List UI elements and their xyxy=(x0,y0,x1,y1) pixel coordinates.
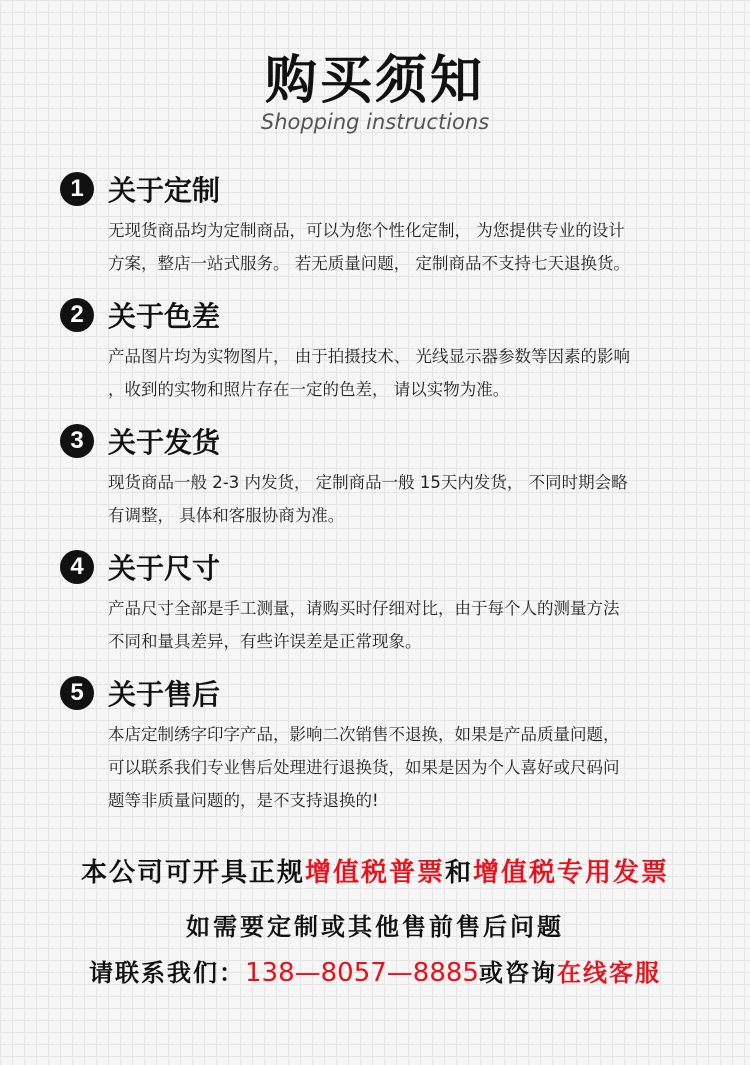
section-heading: 关于色差 xyxy=(108,300,221,333)
section-body xyxy=(108,466,708,532)
section-heading: 关于定制 xyxy=(108,174,221,207)
body-line: 方案，整店一站式服务。 若无质量问题， 定制商品不支持七天退换货。 xyxy=(108,254,630,273)
body-line: 产品尺寸全部是手工测量，请购买时仔细对比，由于每个人的测量方法 xyxy=(108,599,620,618)
vat-ordinary-invoice: 增值税普票 xyxy=(304,858,445,888)
section-heading: 关于售后 xyxy=(108,678,221,711)
body-line: 产品图片均为实物图片， 由于拍摄技术、 光线显示器参数等因素的影响 xyxy=(108,347,630,366)
section-body xyxy=(108,340,708,406)
online-service-link: 在线客服 xyxy=(556,958,661,987)
invoice-notice xyxy=(0,852,750,889)
body-line: 可以联系我们专业售后处理进行退换货，如果是因为个人喜好或尺码问 xyxy=(108,758,620,777)
section-number-badge: 5 xyxy=(60,676,94,710)
section-body xyxy=(108,214,708,280)
contact-phone: 138—8057—8885 xyxy=(245,958,479,988)
section-body xyxy=(108,592,708,658)
body-line: 无现货商品均为定制商品，可以为您个性化定制， 为您提供专业的设计 xyxy=(108,221,625,240)
body-line: 有调整， 具体和客服协商为准。 xyxy=(108,506,345,525)
body-line: 现货商品一般 2-3 内发货， 定制商品一般 15天内发货， 不同时期会略 xyxy=(108,473,628,492)
body-line: ，收到的实物和照片存在一定的色差， 请以实物为准。 xyxy=(108,380,510,399)
section-number-badge: 4 xyxy=(60,550,94,584)
section-number-badge: 3 xyxy=(60,424,94,458)
body-line: 题等非质量问题的，是不支持退换的! xyxy=(108,791,379,810)
contact-text-or: 或咨询 xyxy=(478,958,557,987)
custom-inquiry-notice: 如需要定制或其他售前售后问题 xyxy=(186,912,564,941)
contact-line xyxy=(0,953,750,988)
body-line: 不同和量具差异，有些许误差是正常现象。 xyxy=(108,632,422,651)
body-line: 本店定制绣字印字产品，影响二次销售不退换，如果是产品质量问题， xyxy=(108,725,620,744)
invoice-text-and: 和 xyxy=(445,858,474,888)
page-title: 购买须知 xyxy=(264,51,485,111)
section-number-badge: 2 xyxy=(60,298,94,332)
invoice-text: 本公司可开具正规 xyxy=(80,858,305,888)
contact-text: 请联系我们： xyxy=(89,958,246,987)
vat-special-invoice: 增值税专用发票 xyxy=(473,858,670,888)
page-subtitle: Shopping instructions xyxy=(260,110,490,134)
section-body xyxy=(108,718,708,817)
section-heading: 关于发货 xyxy=(108,426,221,459)
section-number-badge: 1 xyxy=(60,172,94,206)
section-heading: 关于尺寸 xyxy=(108,552,221,585)
